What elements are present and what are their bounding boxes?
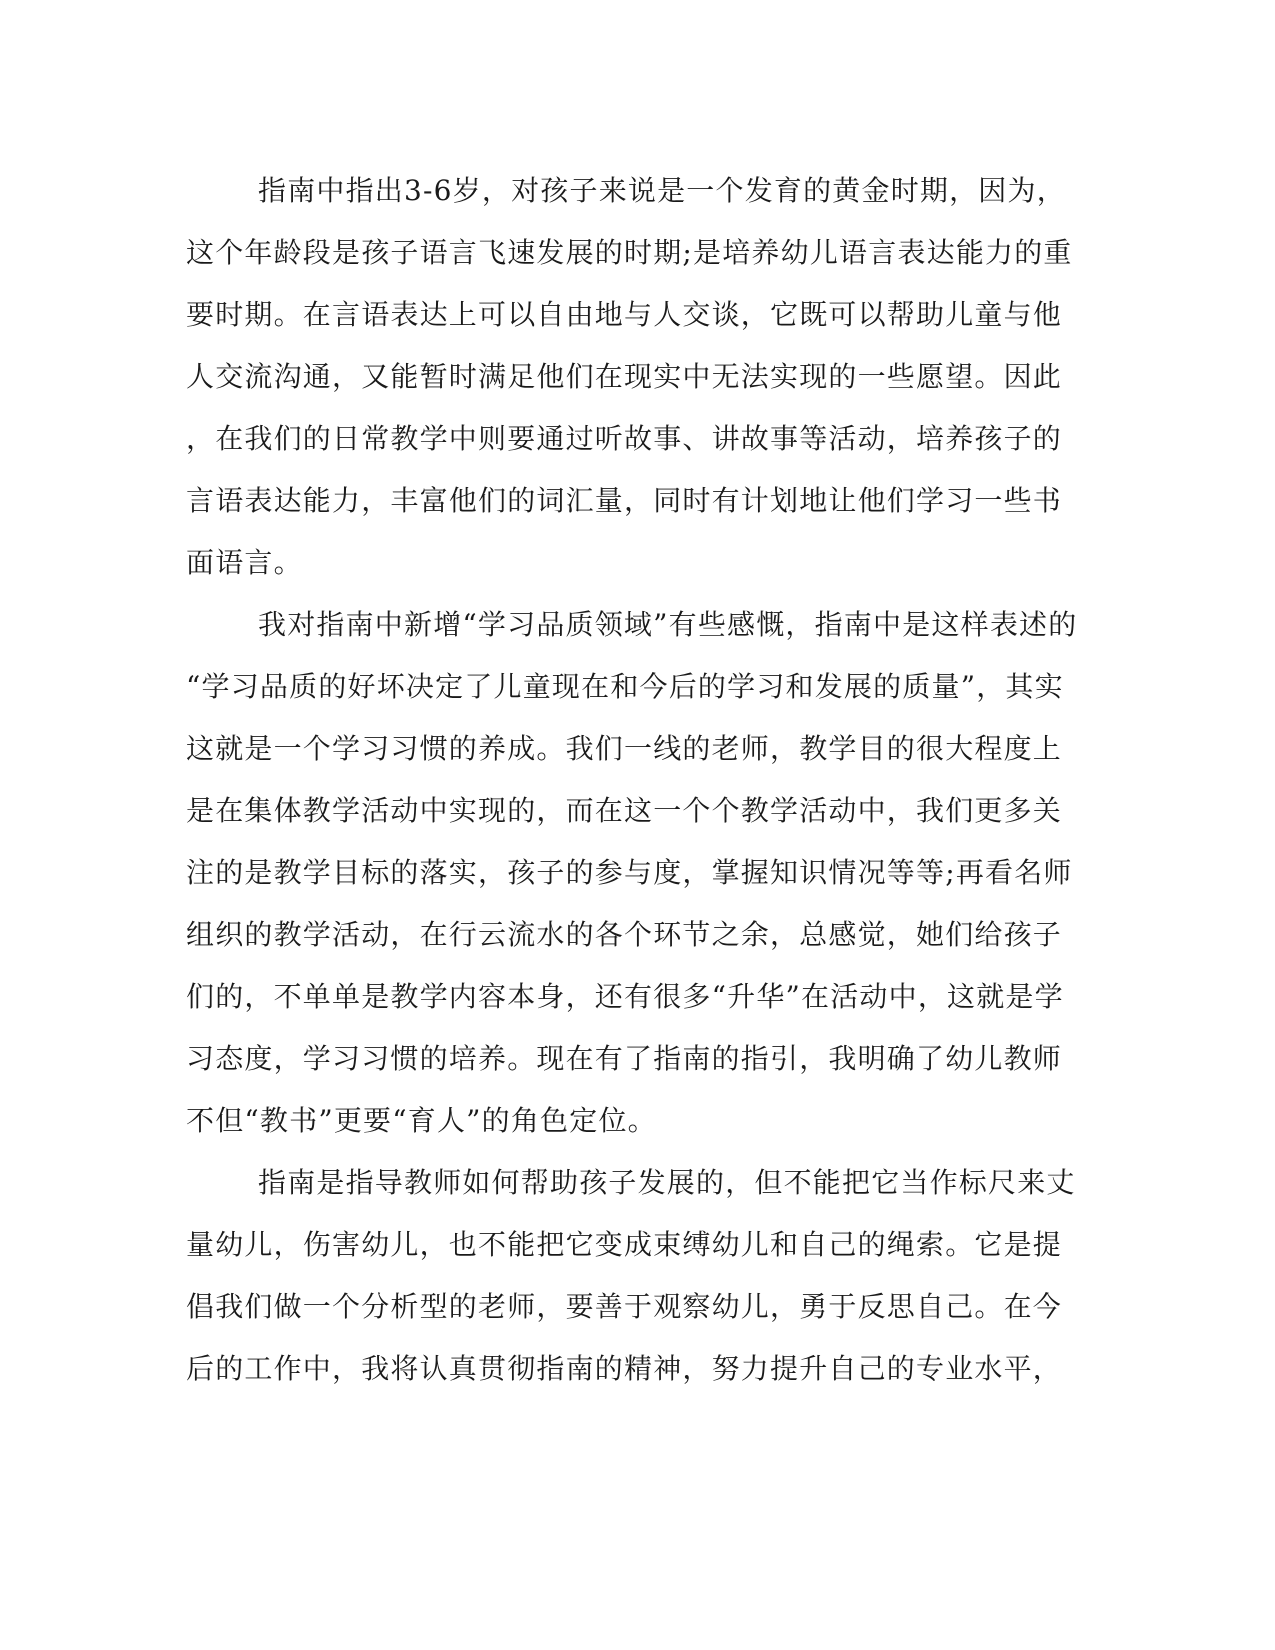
text-line: 倡我们做一个分析型的老师，要善于观察幼儿，勇于反思自己。在今 (186, 1290, 1063, 1323)
text-line: 这就是一个学习习惯的养成。我们一线的老师，教学目的很大程度上 (186, 732, 1063, 765)
text-line: 不但“教书”更要“育人”的角色定位。 (186, 1104, 657, 1137)
paragraph-2 (186, 594, 1078, 1152)
paragraph-3 (186, 1152, 1076, 1400)
text-line: 人交流沟通，又能暂时满足他们在现实中无法实现的一些愿望。因此 (186, 360, 1063, 393)
text-line: 组织的教学活动，在行云流水的各个环节之余，总感觉，她们给孩子 (186, 918, 1063, 951)
text-line: 指南中指出3-6岁，对孩子来说是一个发育的黄金时期，因为， (258, 174, 1066, 207)
text-line: 注的是教学目标的落实，孩子的参与度，掌握知识情况等等;再看名师 (186, 856, 1073, 889)
paragraph-1 (186, 160, 1073, 594)
text-line: 指南是指导教师如何帮助孩子发展的，但不能把它当作标尺来丈 (258, 1166, 1076, 1199)
text-line: 这个年龄段是孩子语言飞速发展的时期;是培养幼儿语言表达能力的重 (186, 236, 1073, 269)
text-line: 言语表达能力，丰富他们的词汇量，同时有计划地让他们学习一些书 (186, 484, 1063, 517)
text-line: “学习品质的好坏决定了儿童现在和今后的学习和发展的质量”，其实 (186, 670, 1064, 703)
text-line: 要时期。在言语表达上可以自由地与人交谈，它既可以帮助儿童与他 (186, 298, 1063, 331)
text-line: 们的，不单单是教学内容本身，还有很多“升华”在活动中，这就是学 (186, 980, 1064, 1013)
text-line: 是在集体教学活动中实现的，而在这一个个教学活动中，我们更多关 (186, 794, 1063, 827)
text-line: 我对指南中新增“学习品质领域”有些感慨，指南中是这样表述的 (258, 608, 1078, 641)
text-line: 后的工作中，我将认真贯彻指南的精神，努力提升自己的专业水平， (186, 1352, 1063, 1385)
text-line: 面语言。 (186, 546, 303, 579)
text-line: ，在我们的日常教学中则要通过听故事、讲故事等活动，培养孩子的 (186, 422, 1063, 455)
text-line: 量幼儿，伤害幼儿，也不能把它变成束缚幼儿和自己的绳索。它是提 (186, 1228, 1063, 1261)
text-line: 习态度，学习习惯的培养。现在有了指南的指引，我明确了幼儿教师 (186, 1042, 1063, 1075)
document-body (186, 160, 1078, 1400)
